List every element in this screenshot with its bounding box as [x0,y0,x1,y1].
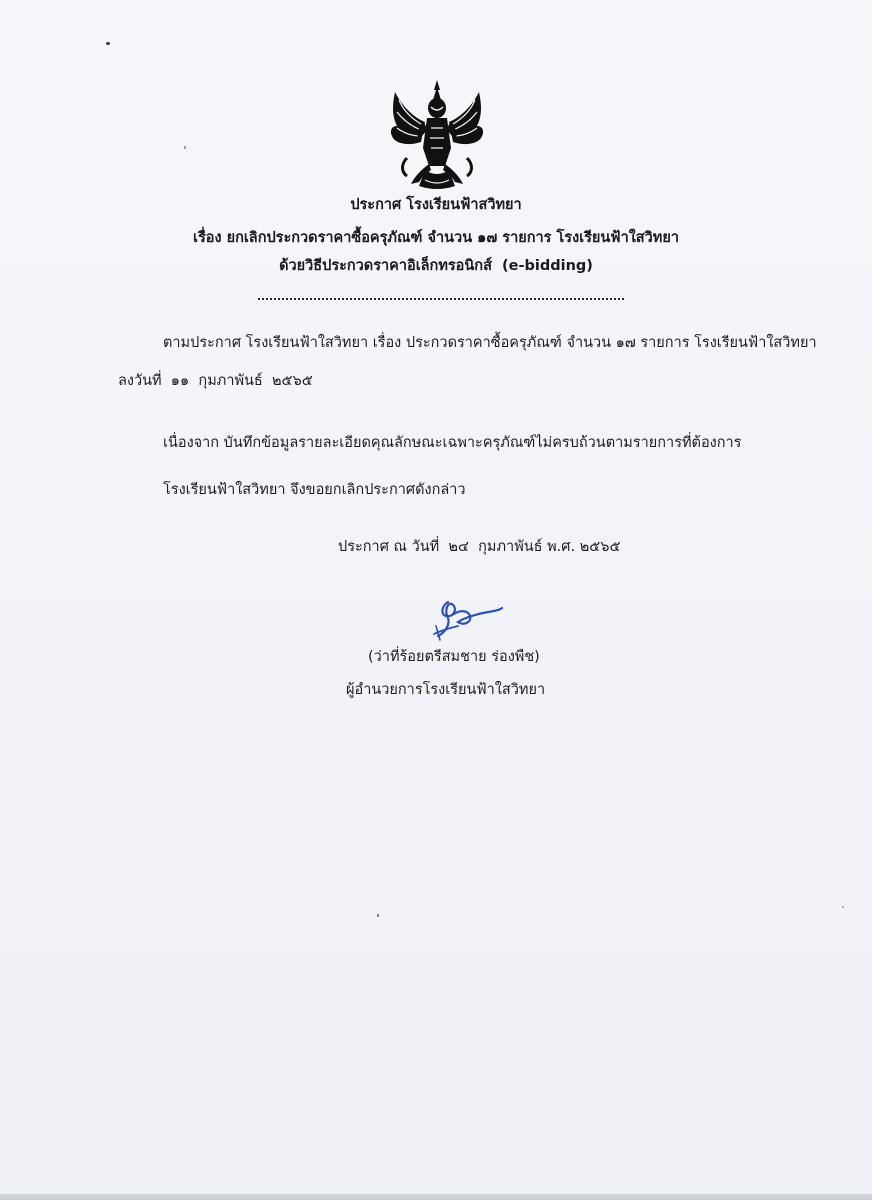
paragraph-2: เนื่องจาก บันทึกข้อมูลรายละเอียดคุณลักษณะเฉพาะครุภัณฑ์ไม่ครบถ้วนตามรายการที่ต้องการ [163,435,742,451]
scan-bottom-edge [0,1194,872,1200]
announcement-title: ประกาศ โรงเรียนฟ้าสวิทยา [350,197,522,213]
scan-speck [184,146,186,149]
paragraph-1-line-2: ลงวันที่ ๑๑ กุมภาพันธ์ ๒๕๖๕ [118,373,313,389]
garuda-emblem-icon [385,78,489,196]
signatory-title: ผู้อำนวยการโรงเรียนฟ้าใสวิทยา [346,682,546,698]
dotted-separator [258,298,624,300]
scan-speck [842,906,844,908]
scan-speck [106,42,110,45]
scan-speck [377,914,379,917]
paragraph-3: โรงเรียนฟ้าใสวิทยา จึงขอยกเลิกประกาศดังกล่าว [163,482,466,498]
procurement-method: ด้วยวิธีประกวดราคาอิเล็กทรอนิกส์ (e-bidding) [279,258,593,274]
announcement-subject: เรื่อง ยกเลิกประกวดราคาซื้อครุภัณฑ์ จำนวน ๑๗ รายการ โรงเรียนฟ้าใสวิทยา [193,230,679,246]
paragraph-1-line-1: ตามประกาศ โรงเรียนฟ้าใสวิทยา เรื่อง ประกวดราคาซื้อครุภัณฑ์ จำนวน ๑๗ รายการ โรงเรียนฟ้าใสวิทยา [163,335,817,351]
announcement-date: ประกาศ ณ วันที่ ๒๔ กุมภาพันธ์ พ.ศ. ๒๕๖๕ [338,539,621,555]
signature-icon [428,596,504,642]
signatory-name: (ว่าที่ร้อยตรีสมชาย ร่องพืช) [368,649,540,665]
